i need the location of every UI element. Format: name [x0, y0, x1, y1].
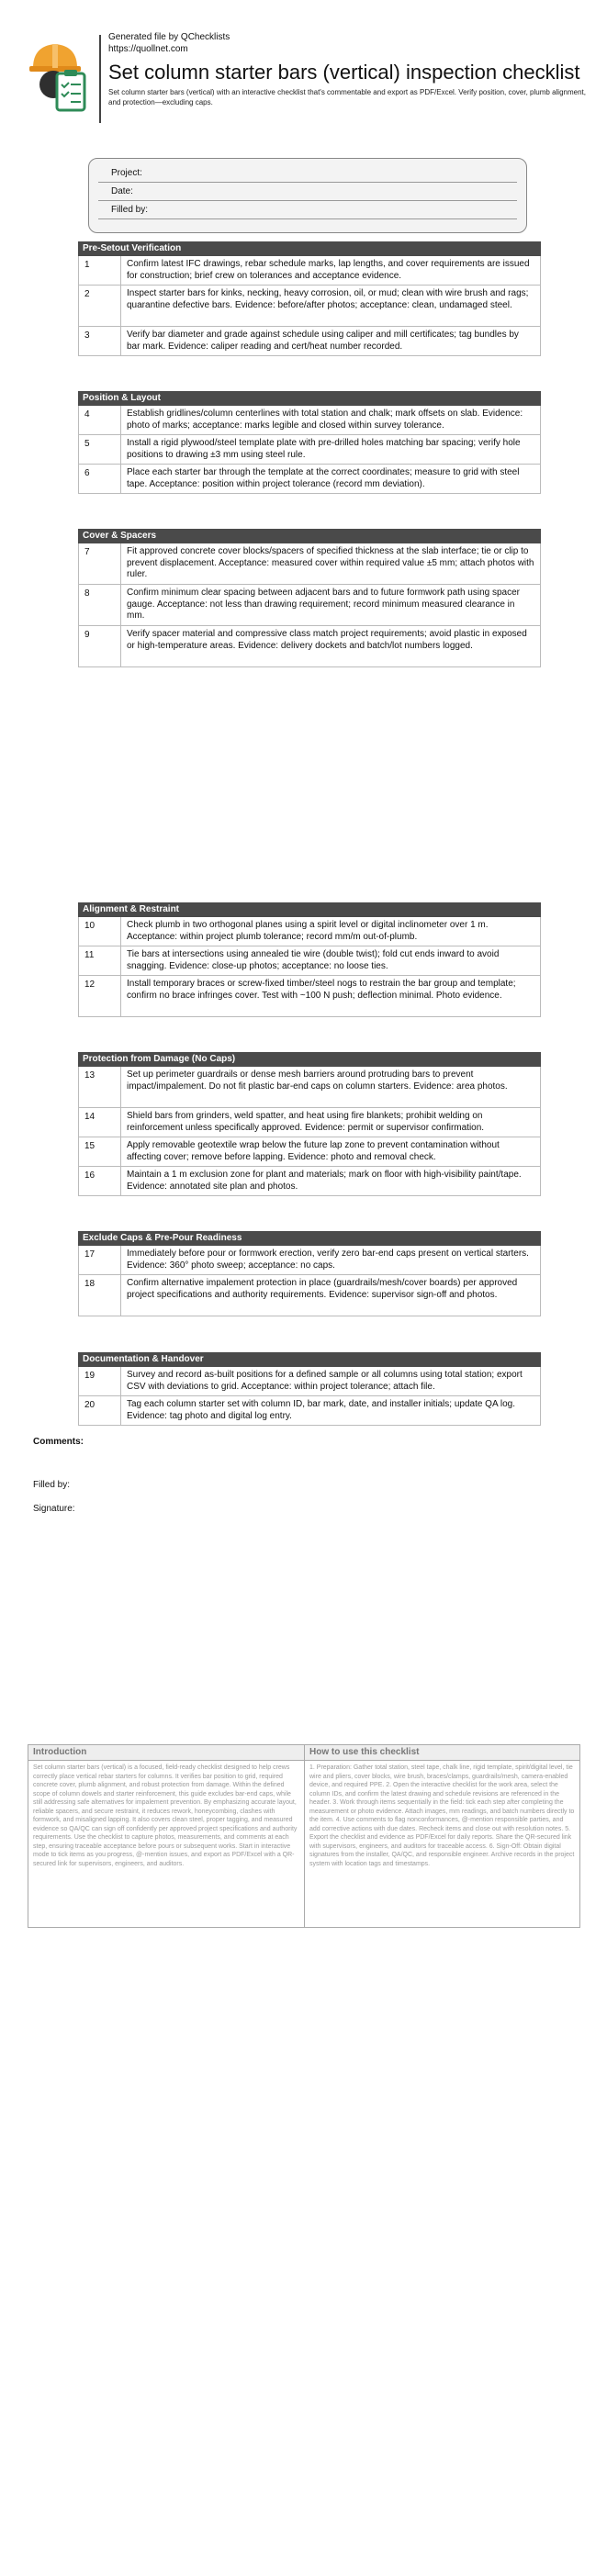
signature-label[interactable]: Signature:: [33, 1504, 75, 1514]
item-text: Tag each column starter set with column ID, bar mark, date, and installer initials; update QA log. Evidence: tag photo and digital log entry.: [127, 1399, 515, 1421]
item-text: Verify bar diameter and grade against schedule using caliper and mill certificates; tag bundles by bar mark. Evidence: caliper reading and cert/heat number recorded.: [127, 330, 519, 352]
item-text: Immediately before pour or formwork erection, verify zero bar-end caps present on vertical starters. Evidence: 360° photo sweep; acceptance: no caps.: [127, 1249, 529, 1271]
checklist-item[interactable]: [78, 585, 541, 626]
item-text: Tie bars at intersections using annealed tie wire (double twist); fold cut ends inward to avoid snagging. Evidence: close-up photos; acceptance: no loose ties.: [127, 949, 500, 971]
checklist-item[interactable]: [78, 256, 541, 286]
item-text: Verify spacer material and compressive class match project requirements; avoid plastic in exposed or high-temperature areas. Evidence: delivery dockets and batch/lot numbers logged.: [127, 629, 527, 651]
section-cover-spacers: [78, 529, 541, 667]
section-title: Exclude Caps & Pre-Pour Readiness: [78, 1231, 541, 1246]
checklist-item[interactable]: [78, 406, 541, 435]
item-text: Set up perimeter guardrails or dense mesh barriers around protruding bars to prevent impact/impalement. Do not fit plastic bar-end caps on column starters. Evidence: area photos.: [127, 1070, 508, 1092]
how-to-column: [304, 1745, 579, 1927]
project-info-box: [88, 158, 527, 233]
checklist-item[interactable]: [78, 1367, 541, 1396]
info-panel: [28, 1744, 580, 1928]
item-number: 15: [79, 1137, 121, 1166]
page-title: Set column starter bars (vertical) inspection checklist: [108, 61, 580, 84]
checklist-item[interactable]: [78, 917, 541, 946]
item-text: Check plumb in two orthogonal planes using a spirit level or digital inclinometer over 1 m. Acceptance: within project plumb tolerance; record mm/m out-of-plumb.: [127, 920, 489, 942]
checklist-item[interactable]: [78, 626, 541, 667]
page-description: Set column starter bars (vertical) with an interactive checklist that's commentable and export as PDF/Excel. Verify position, cover, plumb alignment, and protection—excluding caps.: [108, 88, 586, 106]
item-number: 10: [79, 917, 121, 946]
checklist-item[interactable]: [78, 1108, 541, 1137]
section-pre-setout: [78, 241, 541, 356]
item-text: Confirm alternative impalement protection in place (guardrails/mesh/cover boards) per approved project specifications and authority requirements. Evidence: supervisor sign-off and photos.: [127, 1278, 518, 1300]
item-text: Place each starter bar through the template at the correct coordinates; measure to grid with steel tape. Acceptance: position within project tolerance (record mm deviation).: [127, 467, 520, 489]
checklist-item[interactable]: [78, 435, 541, 465]
checklist-item[interactable]: [78, 1137, 541, 1167]
item-number: 1: [79, 256, 121, 285]
checklist-item[interactable]: [78, 1396, 541, 1426]
section-title: Alignment & Restraint: [78, 902, 541, 917]
checklist-item[interactable]: [78, 1246, 541, 1275]
item-text: Install temporary braces or screw-fixed timber/steel nogs to restrain the bar group and template; confirm no brace infringes cover. Test with ~100 N push; deflection minimal. Photo evidence.: [127, 979, 516, 1001]
item-text: Maintain a 1 m exclusion zone for plant and materials; mark on floor with high-visibility paint/tape. Evidence: annotated site plan and photos.: [127, 1170, 522, 1192]
section-documentation: [78, 1352, 541, 1426]
item-number: 7: [79, 543, 121, 584]
item-text: Fit approved concrete cover blocks/spacers of specified thickness at the slab interface; tie or clip to prevent displacement. Acceptance: measured cover within required value ±5 mm; attach photos with ruler.: [127, 546, 534, 579]
item-number: 6: [79, 465, 121, 493]
item-number: 3: [79, 327, 121, 355]
how-to-title: How to use this checklist: [305, 1745, 579, 1761]
item-number: 18: [79, 1275, 121, 1316]
item-number: 19: [79, 1367, 121, 1395]
checklist-item[interactable]: [78, 946, 541, 976]
item-text: Confirm latest IFC drawings, rebar schedule marks, lap lengths, and cover requirements are issued for construction; brief crew on tolerances and acceptance evidence.: [127, 259, 530, 281]
filled-by-label[interactable]: Filled by:: [33, 1480, 71, 1490]
checklist-logo-icon: [26, 37, 92, 112]
item-number: 20: [79, 1396, 121, 1425]
item-text: Apply removable geotextile wrap below the future lap zone to prevent contamination without affecting cover; remove before lapping. Evidence: photo and removal check.: [127, 1140, 500, 1162]
item-number: 12: [79, 976, 121, 1016]
checklist-item[interactable]: [78, 976, 541, 1017]
item-number: 2: [79, 286, 121, 326]
item-number: 8: [79, 585, 121, 625]
date-field[interactable]: Date:: [98, 183, 517, 201]
item-number: 11: [79, 946, 121, 975]
item-number: 16: [79, 1167, 121, 1195]
introduction-text: Set column starter bars (vertical) is a focused, field-ready checklist designed to help crews correctly place vertical rebar starters for columns. It verifies bar position to grid, required concrete cover, plumb alignment, and robust protection from damage. Within the defined scope of column dowels and starter reinforcement, this guide excludes bar-end caps, while still addressing safe alternatives for impalement prevention. By emphasizing accurate layout, reliable spacers, and secure restraint, it reduces rework, honeycombing, clashes with formwork, and misaligned lapping. It also covers clean steel, proper tagging, and measured evidence so QA/QC can sign off confidently per approved project specifications and authority requirements. Use the checklist to capture photos, measurements, and comments at each step, ensuring traceable acceptance before pours or subsequent works. Start in interactive mode to tick items as you progress, @-mention issues, and export as PDF/Excel with a QR-secured link for supervisors, engineers, and auditors.: [33, 1764, 298, 1867]
section-title: Protection from Damage (No Caps): [78, 1052, 541, 1067]
section-title: Position & Layout: [78, 391, 541, 406]
how-to-text: 1. Preparation: Gather total station, steel tape, chalk line, rigid template, spirit/digital level, tie wire and pliers, cover blocks, wire brush, braces/clamps, guardrails/mesh, camera-enabled device, and required PPE. 2. Open the interactive checklist for the work area, select the column IDs, and confirm the latest drawing and schedule revisions are referenced in the header. 3. Work through items sequentially in the field: tick each step after completing the measurement or photo evidence. Attach images, mm readings, and batch numbers directly to the item. 4. Use comments to flag nonconformances, @-mention responsible parties, and add corrective actions with due dates. Recheck items and close out with resolution notes. 5. Export the checklist and evidence as PDF/Excel for daily reports. Share the QR-secured link with supervisors, engineers, and auditors for traceable access. 6. Sign-Off: Obtain digital signatures from the installer, QA/QC, and responsible engineer. Archive records in the project system with location tags and timestamps.: [309, 1764, 575, 1867]
section-position-layout: [78, 391, 541, 494]
item-number: 9: [79, 626, 121, 666]
header: [26, 26, 586, 136]
item-number: 13: [79, 1067, 121, 1107]
checklist-item[interactable]: [78, 1275, 541, 1316]
generated-by-text: Generated file by QChecklists: [108, 32, 230, 42]
checklist-item[interactable]: [78, 1067, 541, 1108]
comments-label[interactable]: Comments:: [33, 1437, 84, 1447]
project-field[interactable]: Project:: [98, 164, 517, 183]
section-title: Cover & Spacers: [78, 529, 541, 543]
item-number: 5: [79, 435, 121, 464]
item-text: Install a rigid plywood/steel template plate with pre-drilled holes matching bar spacing; verify hole positions to drawing ±3 mm using steel rule.: [127, 438, 521, 460]
item-text: Establish gridlines/column centerlines with total station and chalk; mark offsets on slab. Evidence: photo of marks; acceptance: marks legible and closed within survey tolerance.: [127, 409, 523, 431]
item-text: Confirm minimum clear spacing between adjacent bars and to future formwork path using spacer gauge. Acceptance: not less than drawing requirement; record minimum measured clearance in mm.: [127, 588, 520, 621]
checklist-item[interactable]: [78, 327, 541, 356]
section-title: Documentation & Handover: [78, 1352, 541, 1367]
section-title: Pre-Setout Verification: [78, 241, 541, 256]
checklist-item[interactable]: [78, 1167, 541, 1196]
section-alignment-restraint: [78, 902, 541, 1017]
source-url-link[interactable]: https://quollnet.com: [108, 44, 188, 54]
item-text: Survey and record as-built positions for a defined sample or all columns using total station; export CSV with deviations to grid. Acceptance: within project tolerance; attach file.: [127, 1370, 523, 1392]
filled-by-field[interactable]: Filled by:: [98, 201, 517, 219]
introduction-column: [28, 1745, 304, 1927]
section-exclude-caps: [78, 1231, 541, 1316]
introduction-title: Introduction: [28, 1745, 304, 1761]
checklist-item[interactable]: [78, 543, 541, 585]
header-divider: [99, 35, 101, 123]
item-number: 14: [79, 1108, 121, 1137]
item-number: 17: [79, 1246, 121, 1274]
checklist-item[interactable]: [78, 286, 541, 327]
item-text: Inspect starter bars for kinks, necking, heavy corrosion, oil, or mud; clean with wire brush and rags; quarantine defective bars. Evidence: before/after photos; acceptance: clean, undamaged steel.: [127, 288, 529, 310]
item-text: Shield bars from grinders, weld spatter, and heat using fire blankets; prohibit welding on reinforcement unless specifically approved. Evidence: permit or supervisor confirmation.: [127, 1111, 485, 1133]
checklist-item[interactable]: [78, 465, 541, 494]
item-number: 4: [79, 406, 121, 434]
section-protection: [78, 1052, 541, 1196]
